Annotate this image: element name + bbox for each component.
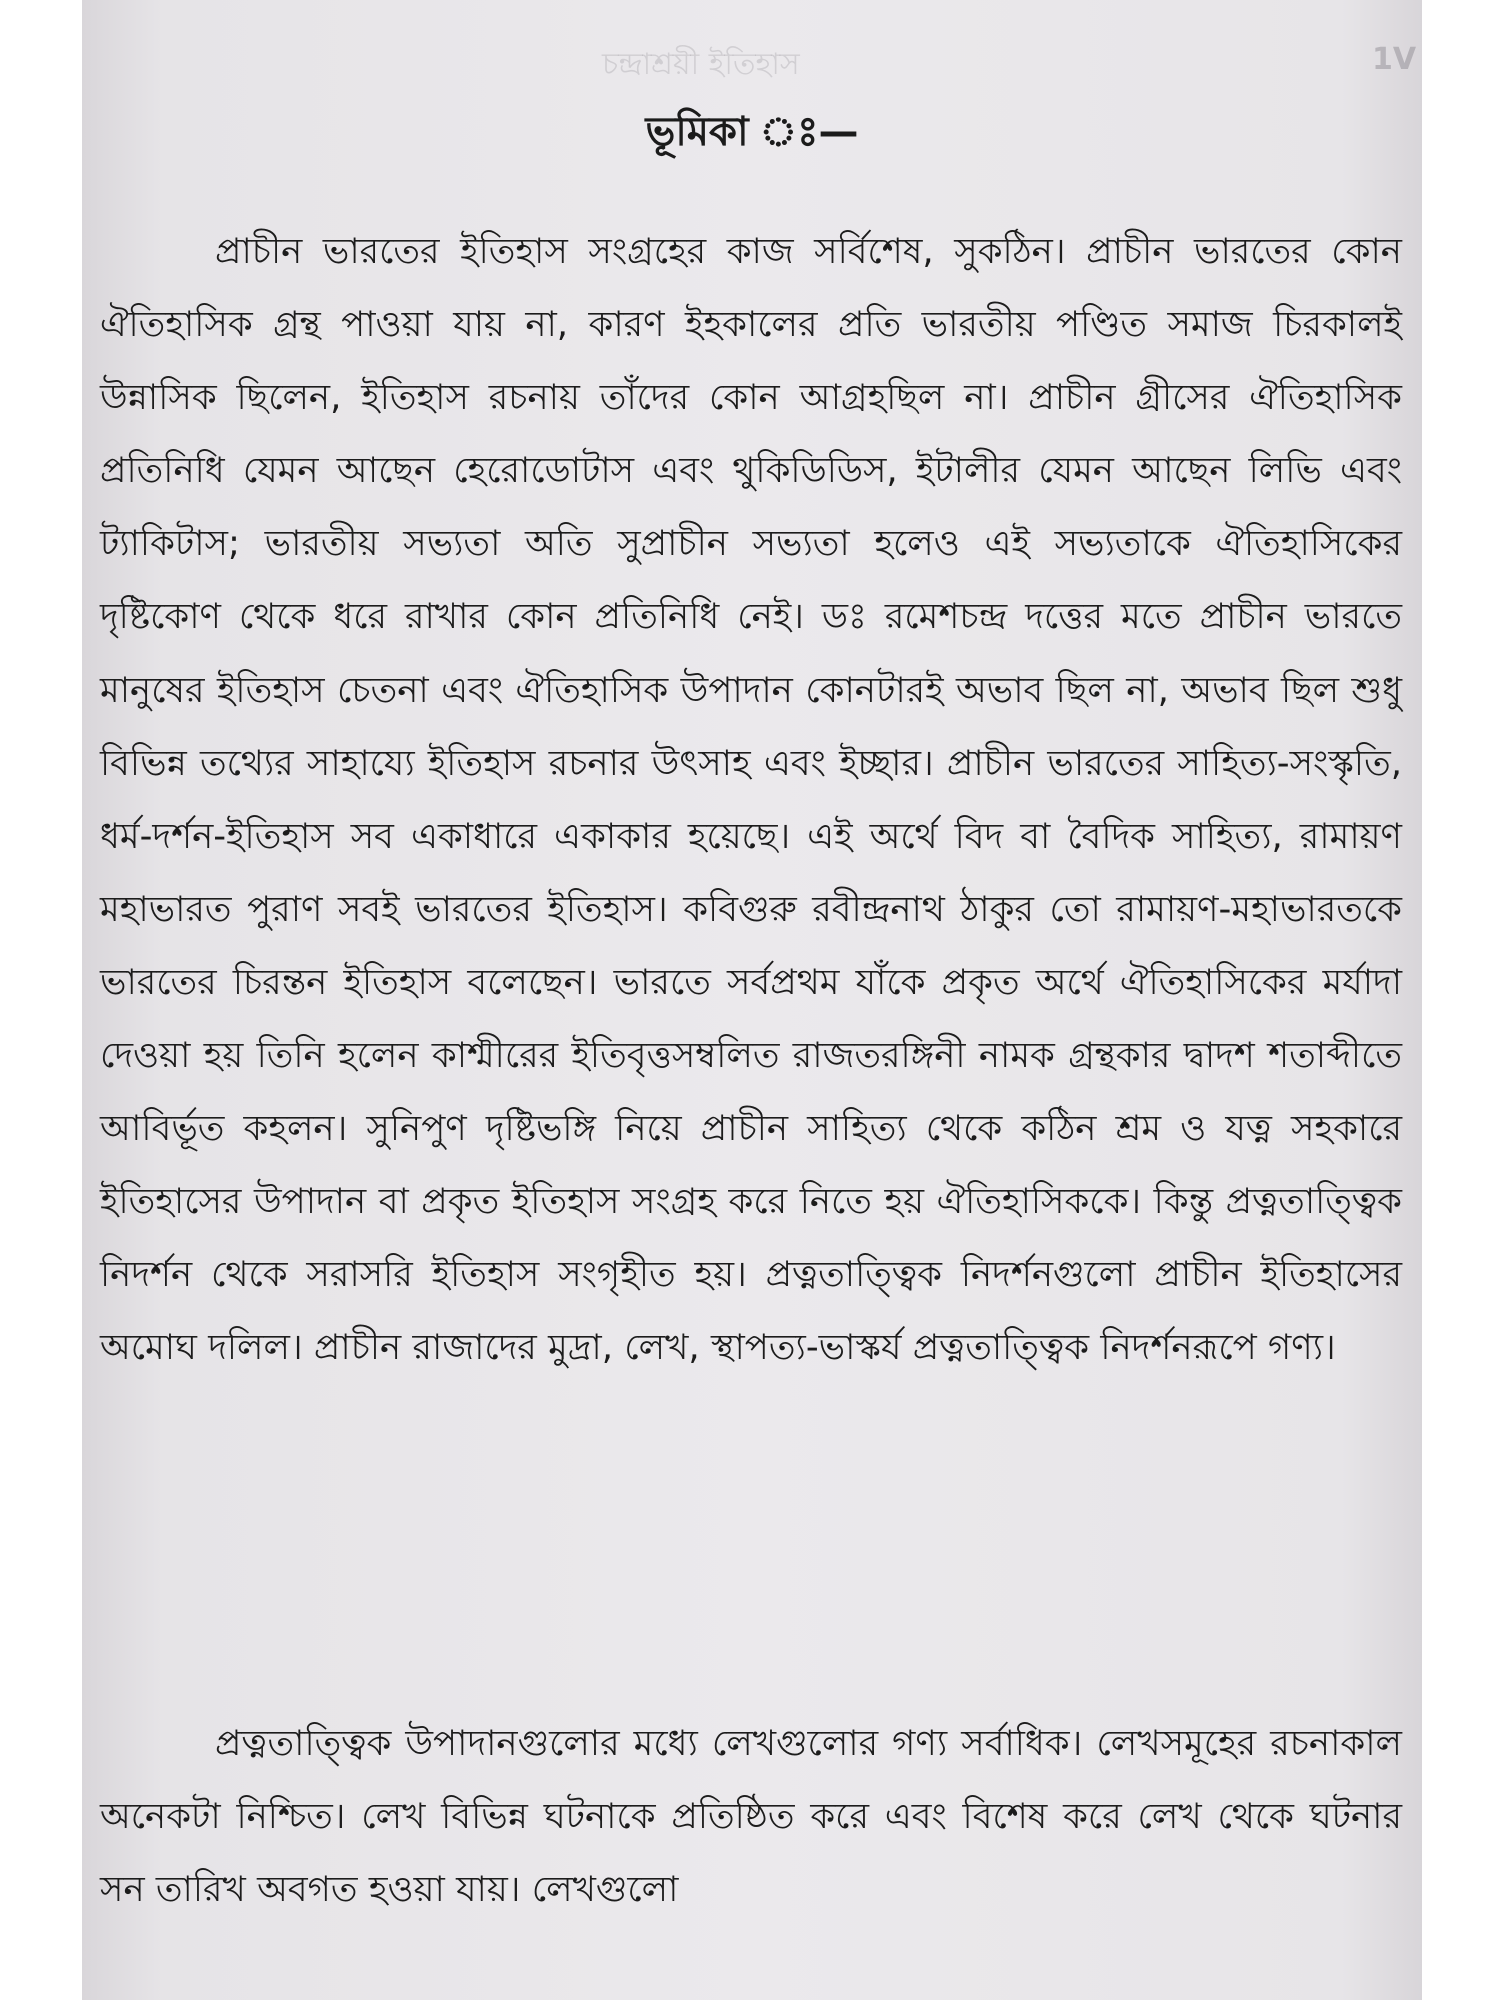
section-heading: ভূমিকা ঃ— [645,109,859,155]
book-page [82,0,1422,2000]
paragraph-2: প্রত্নতাত্ত্বিক উপাদানগুলোর মধ্যে লেখগুলোর গণ্য সর্বাধিক। লেখসমূহের রচনাকাল অনেকটা নিশ্চিত। লেখ বিভিন্ন ঘটনাকে প্রতিষ্ঠিত করে এবং বিশেষ করে লেখ থেকে ঘটনার সন তারিখ অবগত হওয়া যায়। লেখগুলো [100,1723,1402,1911]
paragraph-1: প্রাচীন ভারতের ইতিহাস সংগ্রহের কাজ সর্বিশেষ, সুকঠিন। প্রাচীন ভারতের কোন ঐতিহাসিক গ্রন্থ পাওয়া যায় না, কারণ ইহকালের প্রতি ভারতীয় পণ্ডিত সমাজ চিরকালই উন্নাসিক ছিলেন, ইতিহাস রচনায় তাঁদের কোন আগ্রহছিল না। প্রাচীন গ্রীসের ঐতিহাসিক প্রতিনিধি যেমন আছেন হেরোডোটাস এবং থুকিডিডিস, ইটালীর যেমন আছেন লিভি এবং ট্যাকিটাস; ভারতীয় সভ্যতা অতি সুপ্রাচীন সভ্যতা হলেও এই সভ্যতাকে ঐতিহাসিকের দৃষ্টিকোণ থেকে ধরে রাখার কোন প্রতিনিধি নেই। ডঃ রমেশচন্দ্র দত্তের মতে প্রাচীন ভারতে মানুষের ইতিহাস চেতনা এবং ঐতিহাসিক উপাদান কোনটারই অভাব ছিল না, অভাব ছিল শুধু বিভিন্ন তথ্যের সাহায্যে ইতিহাস রচনার উৎসাহ এবং ইচ্ছার। প্রাচীন ভারতের সাহিত্য-সংস্কৃতি, ধর্ম-দর্শন-ইতিহাস সব একাধারে একাকার হয়েছে। এই অর্থে বিদ বা বৈদিক সাহিত্য, রামায়ণ মহাভারত পুরাণ সবই ভারতের ইতিহাস। কবিগুরু রবীন্দ্রনাথ ঠাকুর তো রামায়ণ-মহাভারতকে ভারতের চিরন্তন ইতিহাস বলেছেন। ভারতে সর্বপ্রথম যাঁকে প্রকৃত অর্থে ঐতিহাসিকের মর্যাদা দেওয়া হয় তিনি হলেন কাশ্মীরের ইতিবৃত্তসম্বলিত রাজতরঙ্গিনী নামক গ্রন্থকার দ্বাদশ শতাব্দীতে আবির্ভূত কহলন। সুনিপুণ দৃষ্টিভঙ্গি নিয়ে প্রাচীন সাহিত্য থেকে কঠিন শ্রম ও যত্ন সহকারে ইতিহাসের উপাদান বা প্রকৃত ইতিহাস সংগ্রহ করে নিতে হয় ঐতিহাসিককে। কিন্তু প্রত্নতাত্ত্বিক নিদর্শন থেকে সরাসরি ইতিহাস সংগৃহীত হয়। প্রত্নতাত্ত্বিক নিদর্শনগুলো প্রাচীন ইতিহাসের অমোঘ দলিল। প্রাচীন রাজাদের মুদ্রা, লেখ, স্থাপত্য-ভাস্কর্য প্রত্নতাত্ত্বিক নিদর্শনরূপে গণ্য। [100,231,1402,1369]
bleed-through-page-number: 1V [1372,42,1417,77]
bleed-through-header: চন্দ্রাশ্রয়ী ইতিহাস [602,47,800,82]
